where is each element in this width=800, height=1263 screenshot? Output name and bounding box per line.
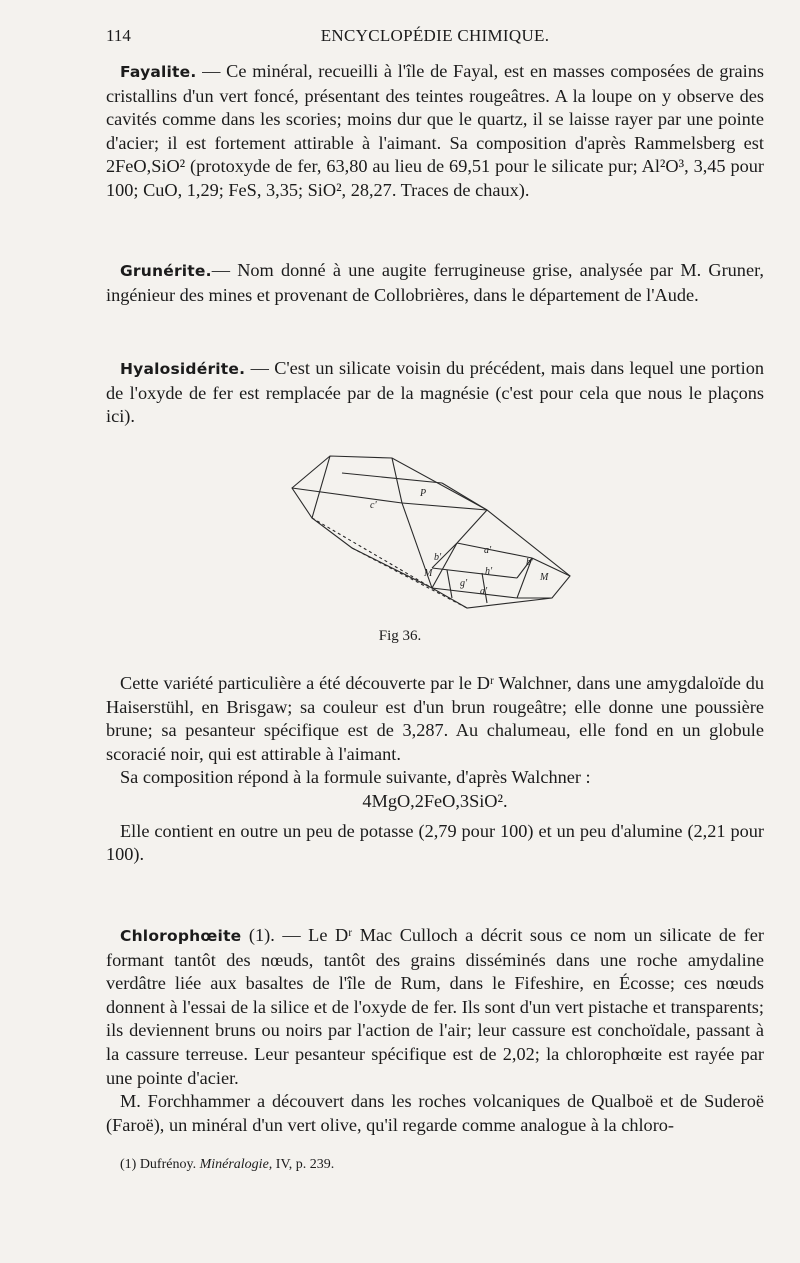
footnote-ref: IV, p. 239. [272, 1157, 335, 1172]
composition-paragraph: Sa composition répond à la formule suivante, d'après Walchner : [120, 767, 591, 788]
fig-label-g: g' [460, 578, 468, 589]
figure-caption: Fig 36. [378, 628, 422, 644]
fig-label-b1: b' [434, 552, 442, 563]
fayalite-text: — Ce minéral, recueilli à l'île de Fayal, est en masses composées de grains cristallins d'un vert foncé, présentant des teintes rougeâtres. A la loupe on y observe des cavités comme dans les scories; moins dur que le quartz, il se laisse rayer par une pointe d'acier; il est fortement attirable à l'aimant. Sa composition d'après Rammelsberg est 2FeO,SiO² (protoxyde de fer, 63,80 au lieu de 69,51 pour le silicate pur; Al²O³, 3,45 pour 100; CuO, 1,29; FeS, 3,35; SiO², 28,27. Traces de chaux). [106, 61, 764, 200]
term-chlorophoeite: Chlorophœite [120, 927, 242, 945]
entry-fayalite [106, 60, 764, 203]
discovery-paragraph: Cette variété particulière a été découverte par le Dʳ Walchner, dans une amygdaloïde du Haiserstühl, en Brisgaw; sa couleur est d'un brun rougeâtre; elle donne une poussière brune; sa pesanteur spécifique est de 3,287. Au chalumeau, elle fond en un globule scoracié noir, qui est attirable à l'aimant. [106, 673, 764, 764]
page-header [106, 26, 764, 48]
footnote [120, 1157, 334, 1173]
fig-label-a1: a' [484, 545, 492, 556]
chlorophoeite-text: — Le Dʳ Mac Culloch a décrit sous ce nom un silicate de fer formant tantôt des nœuds, tantôt des grains disséminés dans une roche amydaline verdâtre liée aux basaltes de l'île de Rum, dans le Fifeshire, en Écosse; ces nœuds donnent à l'essai de la silice et de l'oxyde de fer. Ils sont d'un vert pistache et transparents; ils deviennent bruns ou noirs par l'action de l'air; leur cassure est conchoïdale, passant à la cassure terreuse. Leur pesanteur spécifique est de 2,02; la chlorophœite est rayée par une pointe d'acier. [106, 925, 764, 1088]
fig-label-a2: a' [480, 586, 488, 597]
fig-label-h: h' [485, 566, 493, 577]
crystal-figure [282, 448, 577, 613]
entry-hyalosiderite [106, 357, 764, 429]
footnote-reference: (1). [241, 925, 275, 945]
fig-label-b2: b' [526, 557, 534, 568]
term-fayalite: Fayalite. [120, 63, 197, 81]
entry-chlorophoeite [106, 924, 764, 1137]
fig-label-m2: M [540, 572, 549, 583]
fig-label-c: c' [370, 500, 377, 511]
entry-hyalosiderite-continued [106, 672, 764, 867]
chemical-formula: 4MgO,2FeO,3SiO². [362, 790, 508, 811]
page-number: 114 [106, 26, 131, 45]
forchhammer-paragraph: M. Forchhammer a découvert dans les roches volcaniques de Qualboë et de Suderoë (Faroë), un minéral d'un vert olive, qu'il regarde comme analogue à la chloro- [106, 1091, 764, 1135]
entry-grunerite [106, 259, 764, 307]
hyalosiderite-text: — C'est un silicate voisin du précédent, mais dans lequel une portion de l'oxyde de fer est remplacée par de la magnésie (c'est pour cela que nous le plaçons ici). [106, 358, 764, 427]
grunerite-text: — Nom donné à une augite ferrugineuse grise, analysée par M. Gruner, ingénieur des mines et provenant de Collobrières, dans le département de l'Aude. [106, 260, 764, 305]
term-hyalosiderite: Hyalosidérite. [120, 360, 246, 378]
fig-label-p: P [420, 488, 427, 499]
footnote-title: Minéralogie, [199, 1157, 273, 1172]
fig-label-m1: M [424, 568, 433, 579]
footnote-marker: (1) Dufrénoy. [120, 1157, 197, 1172]
term-grunerite: Grunérite. [120, 262, 212, 280]
running-title: ENCYCLOPÉDIE CHIMIQUE. [320, 26, 550, 45]
additional-content-paragraph: Elle contient en outre un peu de potasse (2,79 pour 100) et un peu d'alumine (2,21 pour 100). [106, 820, 764, 865]
